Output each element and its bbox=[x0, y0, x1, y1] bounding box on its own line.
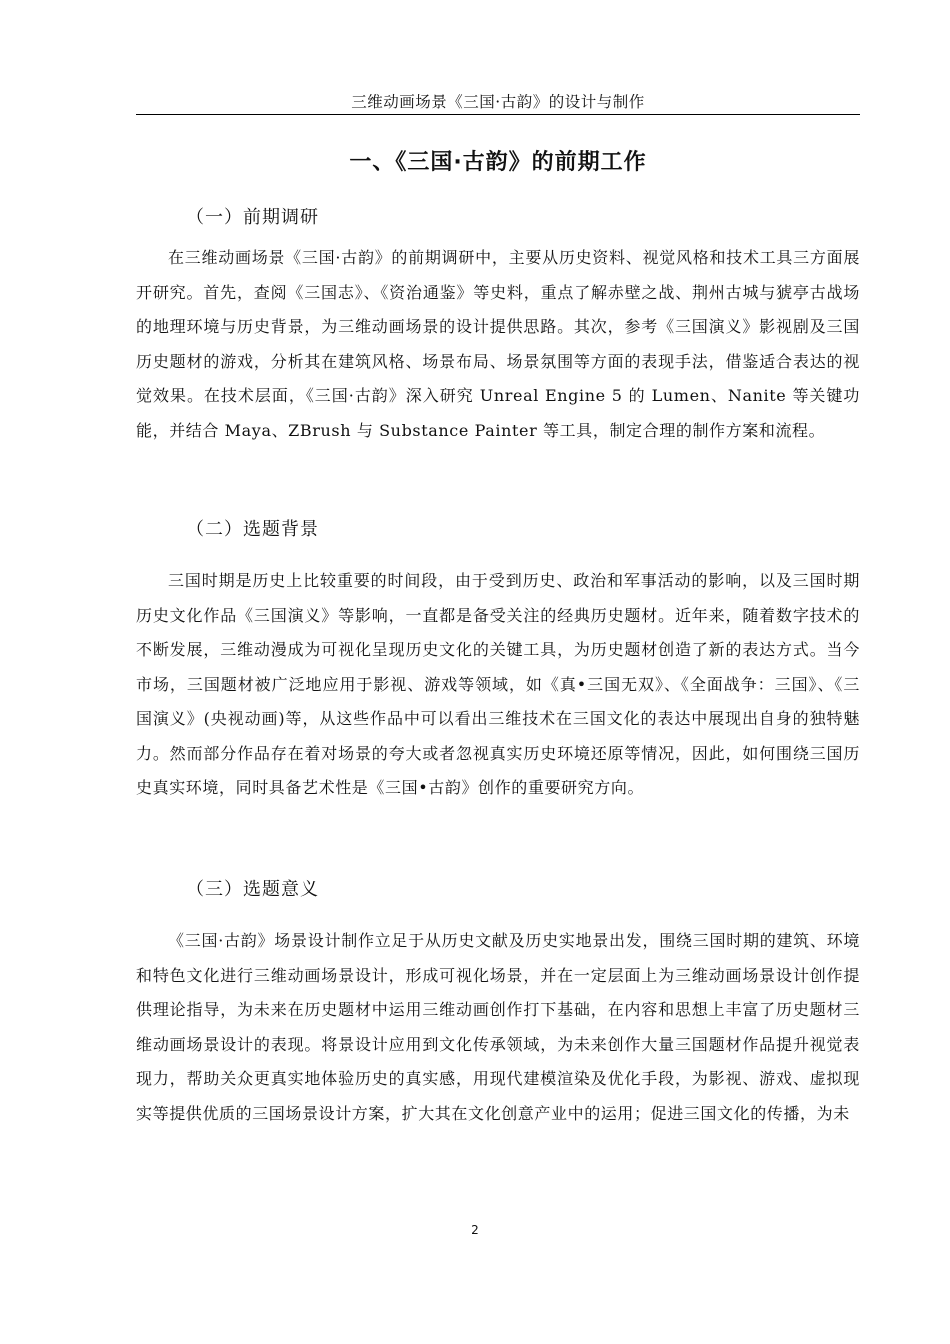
paragraph-significance: 《三国·古韵》场景设计制作立足于从历史文献及历史实地景出发，围绕三国时期的建筑、环境和特色文化进行三维动画场景设计，形成可视化场景，并在一定层面上为三维动画场景设计创作提供理论指导，为未来在历史题材中运用三维动画创作打下基础，在内容和思想上丰富了历史题材三维动画场景设计的表现。将景设计应用到文化传承领域，为未来创作大量三国题材作品提升视觉表现力，帮助关众更真实地体验历史的真实感，用现代建模渲染及优化手段，为影视、游戏、虚拟现实等提供优质的三国场景设计方案，扩大其在文化创意产业中的运用；促进三国文化的传播，为未 bbox=[136, 931, 860, 1123]
section-heading-background: （二）选题背景 bbox=[186, 519, 319, 540]
page-number: 2 bbox=[471, 1223, 479, 1237]
running-header: 三维动画场景《三国·古韵》的设计与制作 bbox=[136, 92, 860, 115]
section-heading-significance: （三）选题意义 bbox=[186, 879, 319, 900]
chapter-title: 一、《三国·古韵》的前期工作 bbox=[349, 150, 647, 175]
section-heading-research: （一）前期调研 bbox=[186, 207, 319, 228]
paragraph-background: 三国时期是历史上比较重要的时间段，由于受到历史、政治和军事活动的影响，以及三国时期历史文化作品《三国演义》等影响，一直都是备受关注的经典历史题材。近年来，随着数字技术的不断发展，三维动漫成为可视化呈现历史文化的关键工具，为历史题材创造了新的表达方式。当今市场，三国题材被广泛地应用于影视、游戏等领域，如《真•三国无双》、《全面战争：三国》、《三国演义》(央视动画)等，从这些作品中可以看出三维技术在三国文化的表达中展现出自身的独特魅力。然而部分作品存在着对场景的夸大或者忽视真实历史环境还原等情况，因此，如何围绕三国历史真实环境，同时具备艺术性是《三国•古韵》创作的重要研究方向。 bbox=[136, 571, 860, 797]
paragraph-research: 在三维动画场景《三国·古韵》的前期调研中，主要从历史资料、视觉风格和技术工具三方面展开研究。首先，查阅《三国志》、《资治通鉴》等史料，重点了解赤壁之战、荆州古城与猇亭古战场的地理环境与历史背景，为三维动画场景的设计提供思路。其次，参考《三国演义》影视剧及三国历史题材的游戏，分析其在建筑风格、场景布局、场景氛围等方面的表现手法，借鉴适合表达的视觉效果。在技术层面，《三国·古韵》深入研究 Unreal Engine 5 的 Lumen、Nanite 等关键功能，并结合 Maya、ZBrush 与 Substance Painter 等工具，制定合理的制作方案和流程。 bbox=[136, 248, 860, 440]
